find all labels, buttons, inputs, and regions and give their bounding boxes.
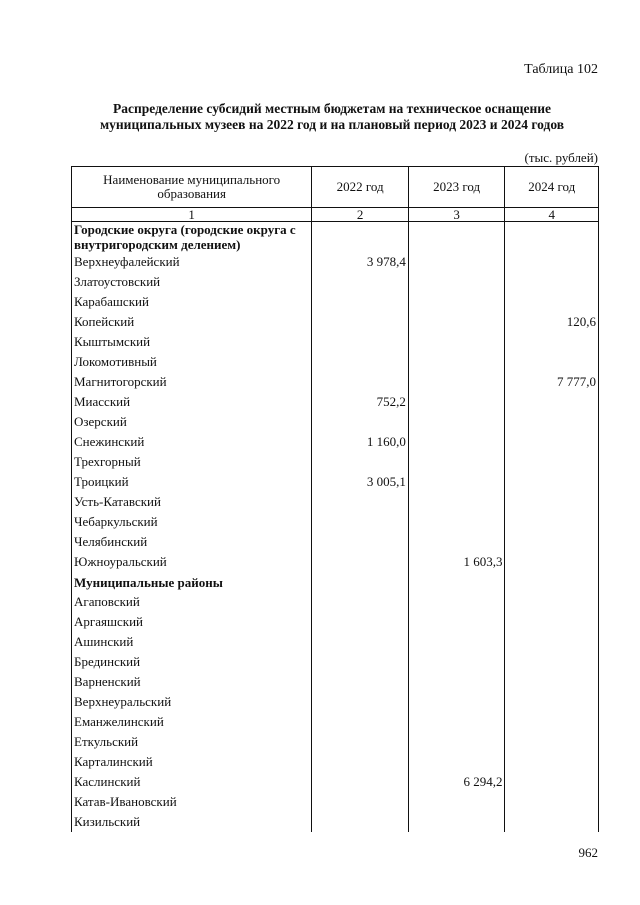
value-2022 [312, 272, 409, 292]
value-2023 [408, 632, 505, 652]
value-2023 [408, 432, 505, 452]
value-2023 [408, 472, 505, 492]
column-header-2022: 2022 год [312, 167, 409, 208]
value-2023 [408, 672, 505, 692]
value-2022: 752,2 [312, 392, 409, 412]
municipality-name: Верхнеуфалейский [72, 252, 312, 272]
municipality-name: Варненский [72, 672, 312, 692]
value-2022 [312, 732, 409, 752]
value-2024 [505, 432, 599, 452]
value-2022 [312, 512, 409, 532]
title-line: Распределение субсидий местным бюджетам на техническое оснащение [112, 101, 552, 116]
value-2023 [408, 372, 505, 392]
value-2022 [312, 312, 409, 332]
value-2023 [408, 492, 505, 512]
value-2023 [408, 812, 505, 832]
value-2024 [505, 812, 599, 832]
table-row [72, 512, 599, 532]
municipality-name: Копейский [72, 312, 312, 332]
value-2023 [408, 392, 505, 412]
table-row [72, 592, 599, 612]
municipality-name: Златоустовский [72, 272, 312, 292]
municipality-name: Кизильский [72, 812, 312, 832]
value-2024 [505, 292, 599, 312]
municipality-name: Челябинский [72, 532, 312, 552]
value-2023 [408, 452, 505, 472]
value-2024 [505, 572, 599, 592]
municipality-name: Трехгорный [72, 452, 312, 472]
value-2023 [408, 652, 505, 672]
value-2022 [312, 552, 409, 572]
value-2023 [408, 752, 505, 772]
table-row [72, 672, 599, 692]
value-2024 [505, 222, 599, 253]
table-group-row [72, 572, 599, 592]
table-row [72, 372, 599, 392]
value-2022 [312, 452, 409, 472]
subsidy-table [71, 166, 599, 832]
value-2024 [505, 272, 599, 292]
value-2024 [505, 792, 599, 812]
value-2024 [505, 532, 599, 552]
value-2024 [505, 692, 599, 712]
value-2023 [408, 532, 505, 552]
table-row [72, 552, 599, 572]
table-row [72, 252, 599, 272]
municipality-name: Магнитогорский [72, 372, 312, 392]
table-row [72, 312, 599, 332]
municipality-name: Снежинский [72, 432, 312, 452]
value-2022 [312, 672, 409, 692]
table-row [72, 712, 599, 732]
table-row [72, 432, 599, 452]
value-2022 [312, 292, 409, 312]
value-2024 [505, 632, 599, 652]
value-2022 [312, 612, 409, 632]
value-2024 [505, 452, 599, 472]
value-2023 [408, 332, 505, 352]
table-row [72, 792, 599, 812]
municipality-name: Еткульский [72, 732, 312, 752]
column-number: 3 [408, 208, 505, 222]
table-row [72, 292, 599, 312]
value-2023 [408, 352, 505, 372]
table-row [72, 812, 599, 832]
column-header-2024: 2024 год [505, 167, 599, 208]
municipality-name: Брединский [72, 652, 312, 672]
table-group-row [72, 222, 599, 253]
value-2024 [505, 392, 599, 412]
table-row [72, 332, 599, 352]
value-2023 [408, 412, 505, 432]
value-2024 [505, 652, 599, 672]
municipality-name: Озерский [72, 412, 312, 432]
municipality-name: Каслинский [72, 772, 312, 792]
table-row [72, 412, 599, 432]
column-number-row [72, 208, 599, 222]
municipality-name: Катав-Ивановский [72, 792, 312, 812]
table-row [72, 392, 599, 412]
value-2023 [408, 312, 505, 332]
value-2024 [505, 352, 599, 372]
municipality-name: Верхнеуральский [72, 692, 312, 712]
value-2023 [408, 292, 505, 312]
table-row [72, 612, 599, 632]
value-2024 [505, 672, 599, 692]
municipality-name: Карталинский [72, 752, 312, 772]
municipality-name: Муниципальные районы [72, 572, 312, 592]
value-2024 [505, 472, 599, 492]
value-2022 [312, 412, 409, 432]
municipality-name: Агаповский [72, 592, 312, 612]
value-2023 [408, 612, 505, 632]
value-2022 [312, 652, 409, 672]
value-2024: 120,6 [505, 312, 599, 332]
table-row [72, 452, 599, 472]
value-2022 [312, 712, 409, 732]
value-2022 [312, 372, 409, 392]
value-2024 [505, 612, 599, 632]
value-2023 [408, 792, 505, 812]
municipality-name: Ашинский [72, 632, 312, 652]
municipality-name: Кыштымский [72, 332, 312, 352]
table-title [60, 101, 604, 133]
value-2024 [505, 592, 599, 612]
value-2024: 7 777,0 [505, 372, 599, 392]
value-2022: 1 160,0 [312, 432, 409, 452]
municipality-name: Локомотивный [72, 352, 312, 372]
value-2022 [312, 352, 409, 372]
municipality-name: Еманжелинский [72, 712, 312, 732]
value-2024 [505, 332, 599, 352]
value-2023: 6 294,2 [408, 772, 505, 792]
value-2022 [312, 752, 409, 772]
column-number: 2 [312, 208, 409, 222]
value-2022 [312, 492, 409, 512]
value-2024 [505, 752, 599, 772]
value-2022 [312, 332, 409, 352]
table-row [72, 632, 599, 652]
value-2022 [312, 592, 409, 612]
title-line: муниципальных музеев на 2022 год и на плановый период 2023 и 2024 годов [99, 117, 565, 132]
table-row [72, 652, 599, 672]
municipality-name: Южноуральский [72, 552, 312, 572]
municipality-name: Миасский [72, 392, 312, 412]
value-2024 [505, 712, 599, 732]
column-header-2023: 2023 год [408, 167, 505, 208]
municipality-name: Аргаяшский [72, 612, 312, 632]
table-row [72, 732, 599, 752]
value-2024 [505, 512, 599, 532]
column-header-name: Наименование муниципального образования [72, 167, 312, 208]
column-number: 1 [72, 208, 312, 222]
municipality-name: Чебаркульский [72, 512, 312, 532]
municipality-name: Троицкий [72, 472, 312, 492]
value-2023: 1 603,3 [408, 552, 505, 572]
table-number: Таблица 102 [524, 62, 598, 77]
value-2024 [505, 412, 599, 432]
value-2023 [408, 692, 505, 712]
value-2023 [408, 272, 505, 292]
table-row [72, 752, 599, 772]
value-2023 [408, 252, 505, 272]
value-2022 [312, 772, 409, 792]
value-2022 [312, 792, 409, 812]
value-2022 [312, 812, 409, 832]
table-row [72, 492, 599, 512]
value-2023 [408, 512, 505, 532]
table-row [72, 772, 599, 792]
value-2023 [408, 592, 505, 612]
value-2024 [505, 492, 599, 512]
table-row [72, 532, 599, 552]
value-2022: 3 978,4 [312, 252, 409, 272]
table-row [72, 472, 599, 492]
value-2022 [312, 222, 409, 253]
page-number: 962 [578, 845, 598, 860]
municipality-name: Городские округа (городские округа с внутригородским делением) [72, 222, 312, 253]
value-2023 [408, 732, 505, 752]
value-2022: 3 005,1 [312, 472, 409, 492]
table-header-row [72, 167, 599, 208]
value-2024 [505, 732, 599, 752]
value-2023 [408, 712, 505, 732]
municipality-name: Усть-Катавский [72, 492, 312, 512]
value-2022 [312, 572, 409, 592]
value-2024 [505, 252, 599, 272]
table-row [72, 352, 599, 372]
value-2024 [505, 772, 599, 792]
value-2023 [408, 222, 505, 253]
value-2023 [408, 572, 505, 592]
value-2022 [312, 532, 409, 552]
units-label: (тыс. рублей) [524, 150, 598, 165]
value-2022 [312, 632, 409, 652]
municipality-name: Карабашский [72, 292, 312, 312]
table-row [72, 692, 599, 712]
table-body [72, 222, 599, 833]
value-2024 [505, 552, 599, 572]
column-number: 4 [505, 208, 599, 222]
value-2022 [312, 692, 409, 712]
table-row [72, 272, 599, 292]
